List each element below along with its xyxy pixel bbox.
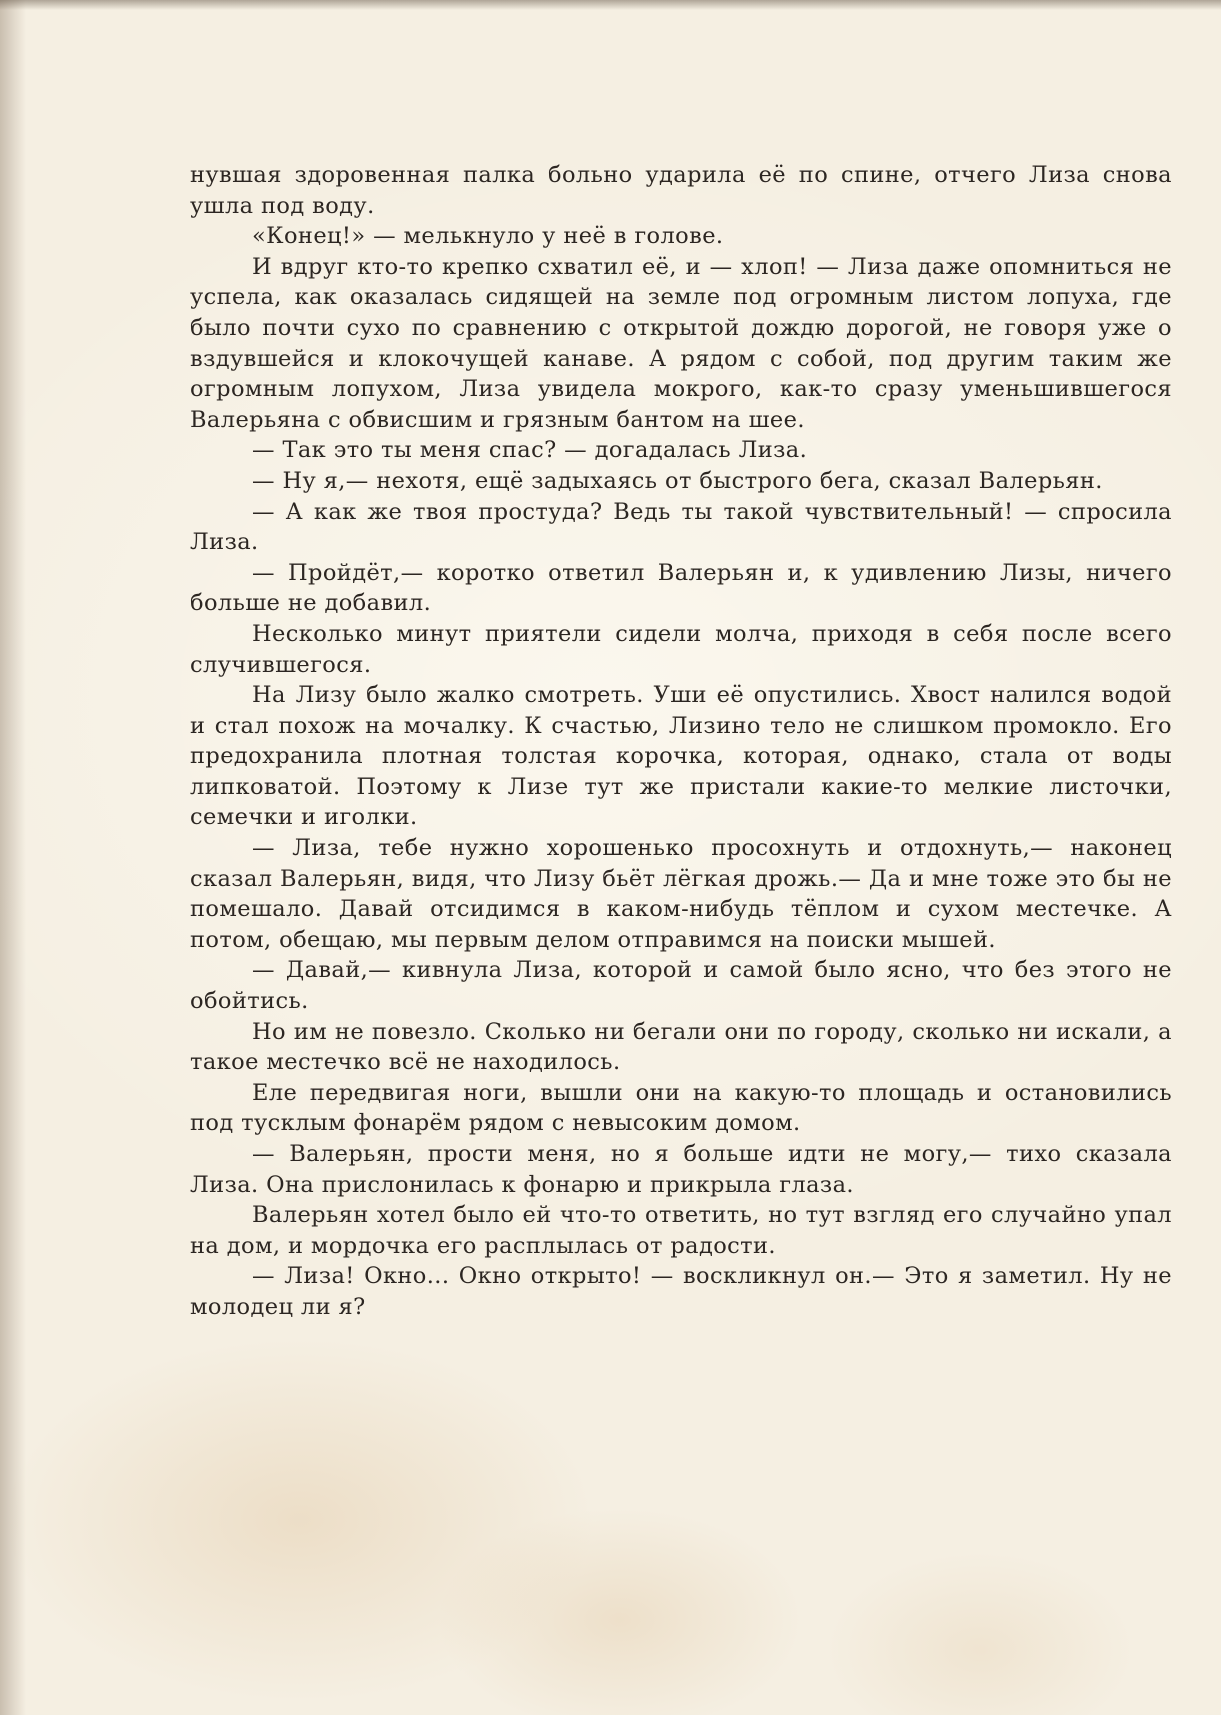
paragraph-10: — Лиза, тебе нужно хорошенько просохнуть и отдохнуть,— наконец сказал Валерьян, видя, что Лизу бьёт лёгкая дрожь.— Да и мне тоже это бы не помешало. Давай отсидимся в каком-нибудь тёплом и сухом местечке. А потом, обещаю, мы первым делом отправимся на поиски мышей. bbox=[190, 835, 1172, 953]
paragraph-2: «Конец!» — мелькнуло у неё в голове. bbox=[252, 223, 724, 250]
paragraph-13: Еле передвигая ноги, вышли они на какую-то площадь и остановились под тусклым фонарём рядом с невысоким домом. bbox=[190, 1079, 1172, 1137]
paragraph-8: Несколько минут приятели сидели молча, приходя в себя после всего случившегося. bbox=[190, 620, 1172, 678]
paragraph-7: — Пройдёт,— коротко ответил Валерьян и, к удивлению Лизы, ничего больше не добавил. bbox=[190, 559, 1172, 617]
paragraph-4: — Так это ты меня спас? — догадалась Лиза. bbox=[252, 437, 808, 464]
paragraph-1: нувшая здоровенная палка больно ударила её по спине, отчего Лиза снова ушла под воду. bbox=[190, 162, 1172, 219]
paragraph-11: — Давай,— кивнула Лиза, которой и самой было ясно, что без этого не обойтись. bbox=[190, 957, 1172, 1015]
page-text bbox=[190, 160, 1172, 1323]
paragraph-5: — Ну я,— нехотя, ещё задыхаясь от быстрого бега, сказал Валерьян. bbox=[252, 467, 1103, 494]
paragraph-12: Но им не повезло. Сколько ни бегали они по городу, сколько ни искали, а такое местечко всё не находилось. bbox=[190, 1018, 1172, 1076]
paragraph-14: — Валерьян, прости меня, но я больше идти не могу,— тихо сказала Лиза. Она прислонилась к фонарю и прикрыла глаза. bbox=[190, 1141, 1172, 1198]
paragraph-15: Валерьян хотел было ей что-то ответить, но тут взгляд его случайно упал на дом, и мордочка его расплылась от радости. bbox=[190, 1202, 1172, 1259]
paragraph-16: — Лиза! Окно... Окно открыто! — воскликнул он.— Это я заметил. Ну не молодец ли я? bbox=[190, 1263, 1172, 1320]
paragraph-6: — А как же твоя простуда? Ведь ты такой чувствительный! — спросила Лиза. bbox=[190, 498, 1172, 556]
paragraph-3: И вдруг кто-то крепко схватил её, и — хлоп! — Лиза даже опомниться не успела, как оказалась сидящей на земле под огромным листом лопуха, где было почти сухо по сравнению с открытой дождю дорогой, не говоря уже о вздувшейся и клокочущей канаве. А рядом с собой, под другим таким же огромным лопухом, Лиза увидела мокрого, как-то сразу уменьшившегося Валерьяна с обвисшим и грязным бантом на шее. bbox=[190, 253, 1172, 433]
paragraph-9: На Лизу было жалко смотреть. Уши её опустились. Хвост налился водой и стал похож на мочалку. К счастью, Лизино тело не слишком промокло. Его предохранила плотная толстая корочка, которая, однако, стала от воды липковатой. Поэтому к Лизе тут же пристали какие-то мелкие листочки, семечки и иголки. bbox=[190, 682, 1172, 831]
